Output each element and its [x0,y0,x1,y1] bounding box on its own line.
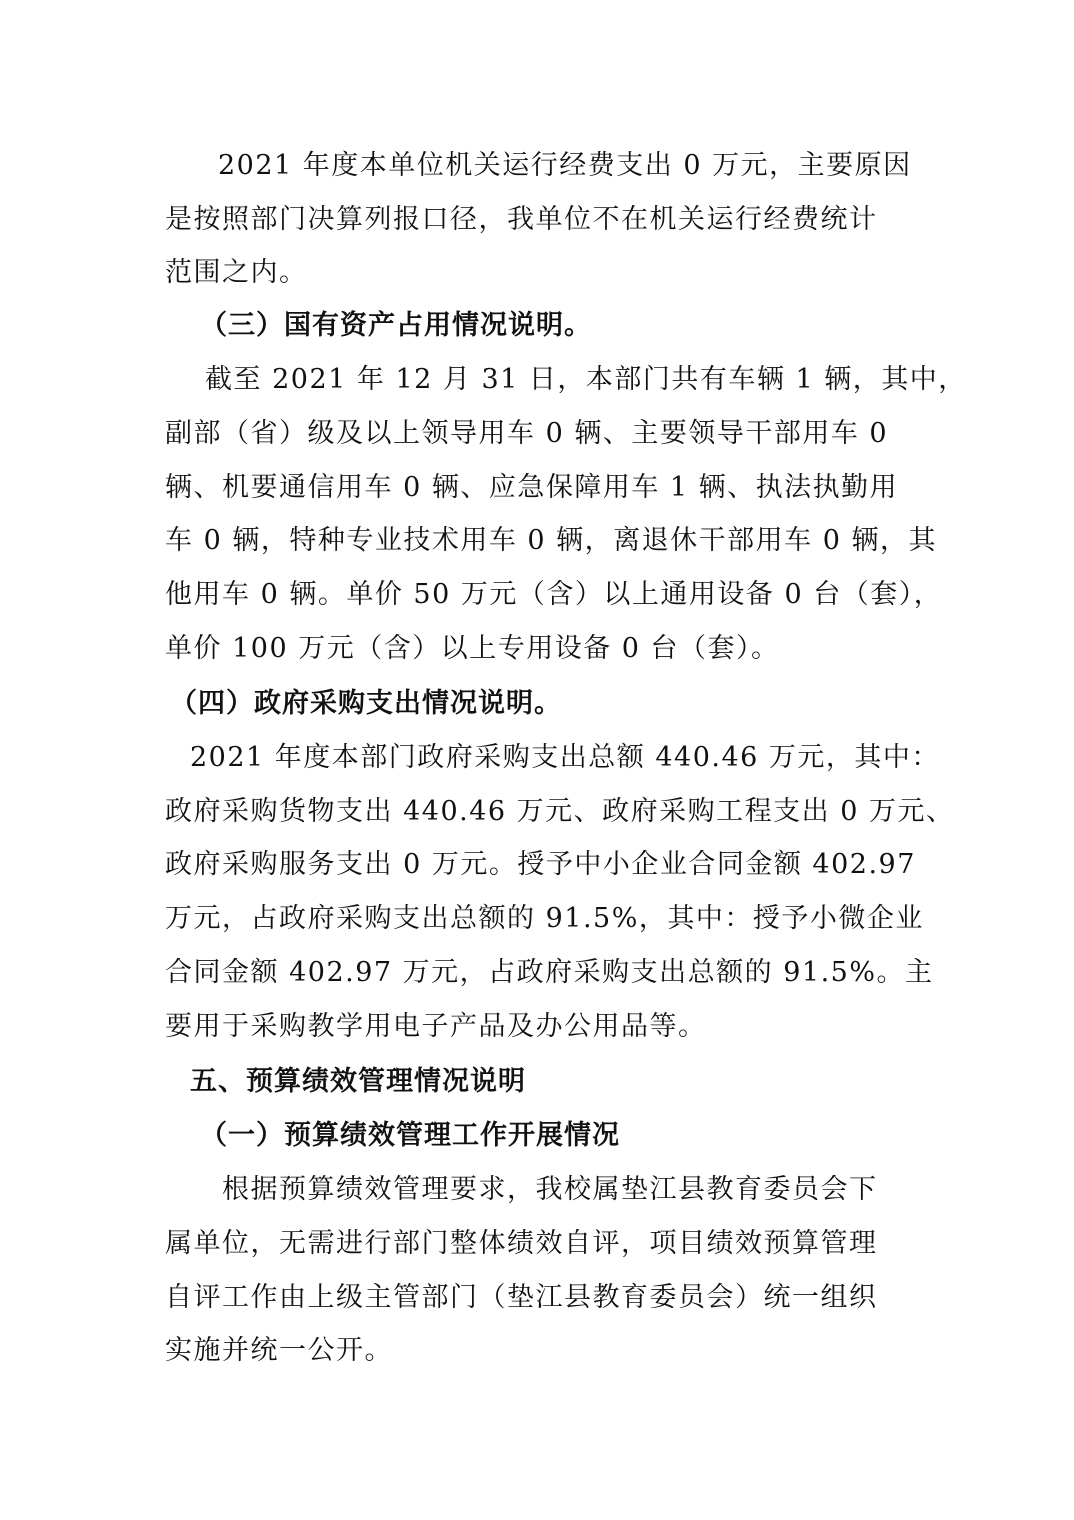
paragraph-line: 他用车 0 辆。单价 50 万元（含）以上通用设备 0 台（套）， [165,579,943,610]
paragraph-line: 合同金额 402.97 万元，占政府采购支出总额的 91.5%。主 [165,957,934,988]
paragraph-line: 副部（省）级及以上领导用车 0 辆、主要领导干部用车 0 [165,418,889,449]
chapter-heading: 五、预算绩效管理情况说明 [190,1066,526,1097]
section-heading: （四）政府采购支出情况说明。 [170,688,562,719]
section-heading: （三）国有资产占用情况说明。 [200,310,592,341]
paragraph-line: 2021 年度本部门政府采购支出总额 440.46 万元，其中： [190,742,940,773]
paragraph-line: 属单位，无需进行部门整体绩效自评，项目绩效预算管理 [165,1228,878,1259]
paragraph-line: 范围之内。 [165,257,308,288]
paragraph-line: 是按照部门决算列报口径，我单位不在机关运行经费统计 [165,204,878,235]
paragraph-line: 自评工作由上级主管部门（垫江县教育委员会）统一组织 [165,1282,878,1313]
section-heading: （一）预算绩效管理工作开展情况 [200,1120,620,1151]
paragraph-line: 单价 100 万元（含）以上专用设备 0 台（套）。 [165,633,780,664]
paragraph-line: 根据预算绩效管理要求，我校属垫江县教育委员会下 [222,1174,878,1205]
paragraph-line: 万元，占政府采购支出总额的 91.5%，其中：授予小微企业 [165,903,924,934]
paragraph-line: 辆、机要通信用车 0 辆、应急保障用车 1 辆、执法执勤用 [165,472,899,503]
paragraph-line: 2021 年度本单位机关运行经费支出 0 万元，主要原因 [218,150,912,181]
paragraph-line: 要用于采购教学用电子产品及办公用品等。 [165,1011,707,1042]
paragraph-line: 车 0 辆，特种专业技术用车 0 辆，离退休干部用车 0 辆，其 [165,525,938,556]
paragraph-line: 截至 2021 年 12 月 31 日，本部门共有车辆 1 辆，其中， [205,364,967,395]
paragraph-line: 实施并统一公开。 [165,1335,393,1366]
paragraph-line: 政府采购货物支出 440.46 万元、政府采购工程支出 0 万元、 [165,796,955,827]
paragraph-line: 政府采购服务支出 0 万元。授予中小企业合同金额 402.97 [165,849,916,880]
